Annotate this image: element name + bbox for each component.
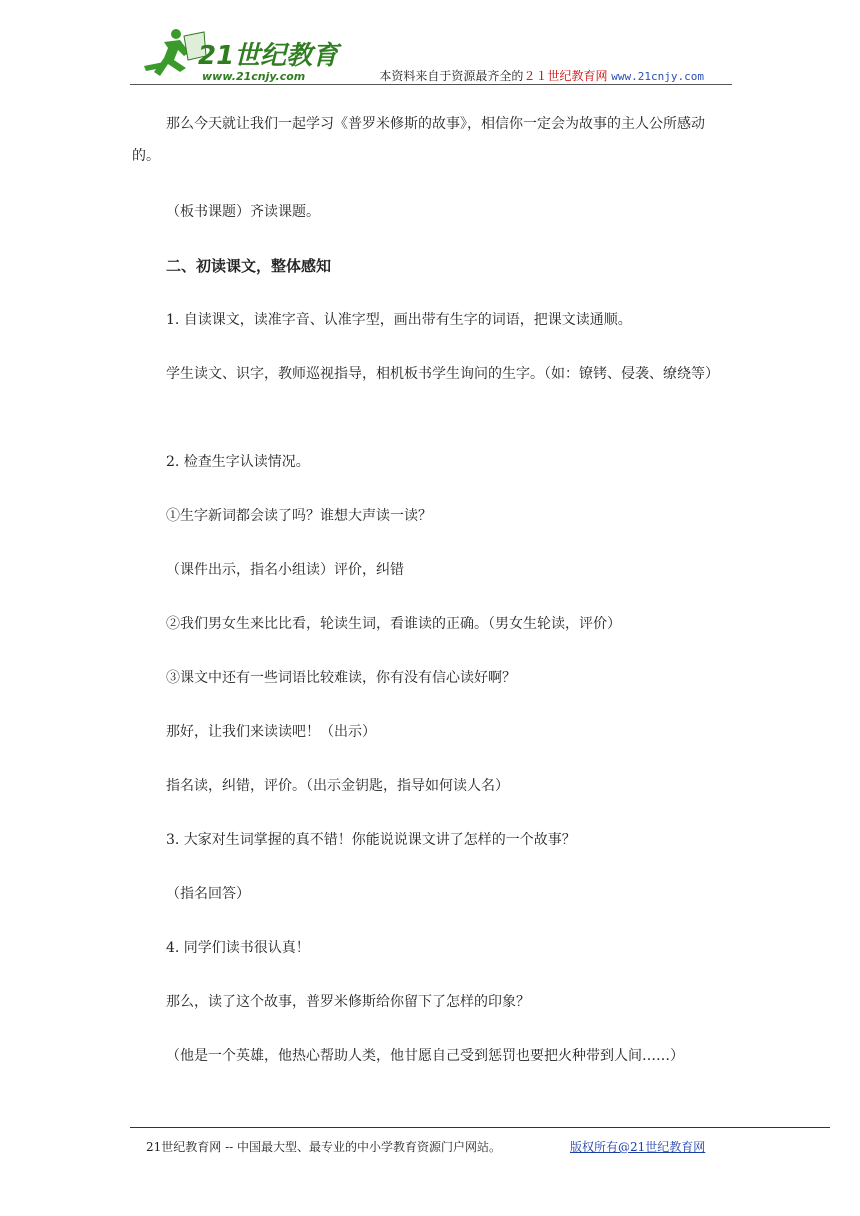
footer-copyright-link[interactable]: 版权所有@21世纪教育网 [570,1140,706,1154]
q1-detail: （课件出示，指名小组读）评价，纠错 [166,562,404,578]
step4-question: 那么，读了这个故事，普罗米修斯给你留下了怎样的印象？ [166,994,530,1010]
section-heading: 二、初读课文，整体感知 [166,257,332,275]
step4-answer: （他是一个英雄，他热心帮助人类，他甘愿自己受到惩罚也要把火种带到人间……） [166,1048,684,1064]
board-title-line: （板书课题）齐读课题。 [166,204,320,220]
header-source-site[interactable]: ２１世纪教育网 [523,69,608,83]
svg-text:21世纪教育: 21世纪教育 [198,41,339,71]
q3-answer-a: 那好，让我们来读读吧！（出示） [166,724,376,740]
q2-line: ②我们男女生来比比看，轮读生词，看谁读的正确。（男女生轮读，评价） [166,616,621,632]
header-divider [130,84,732,85]
svg-text:www.21cnjy.com: www.21cnjy.com [202,70,306,83]
step2-line: 2. 检查生字认读情况。 [166,454,310,470]
header-source-line [379,67,704,84]
footer-tagline: 21世纪教育网 -- 中国最大型、最专业的中小学教育资源门户网站。 [146,1140,502,1154]
page-header [130,26,732,84]
intro-paragraph: 那么今天就让我们一起学习《普罗米修斯的故事》，相信你一定会为故事的主人公所感动的。 [132,116,705,164]
footer-divider [130,1127,830,1128]
q3-line: ③课文中还有一些词语比较难读，你有没有信心读好啊？ [166,670,516,686]
step3-line: 3. 大家对生词掌握的真不错！你能说说课文讲了怎样的一个故事？ [166,832,576,848]
q3-answer-b: 指名读，纠错，评价。（出示金钥匙，指导如何读人名） [166,778,509,794]
header-source-prefix: 本资料来自于资源最齐全的 [379,69,524,83]
step1-detail: 学生读文、识字，教师巡视指导，相机板书学生询问的生字。（如：镣铐、侵袭、缭绕等） [166,366,719,382]
site-logo [134,26,344,84]
header-source-url[interactable]: www.21cnjy.com [611,70,704,83]
step4-line: 4. 同学们读书很认真！ [166,940,310,956]
step3-detail: （指名回答） [166,886,250,902]
q1-line: ①生字新词都会读了吗？谁想大声读一读？ [166,508,432,524]
step1-line: 1. 自读课文，读准字音、认准字型，画出带有生字的词语，把课文读通顺。 [166,312,632,328]
